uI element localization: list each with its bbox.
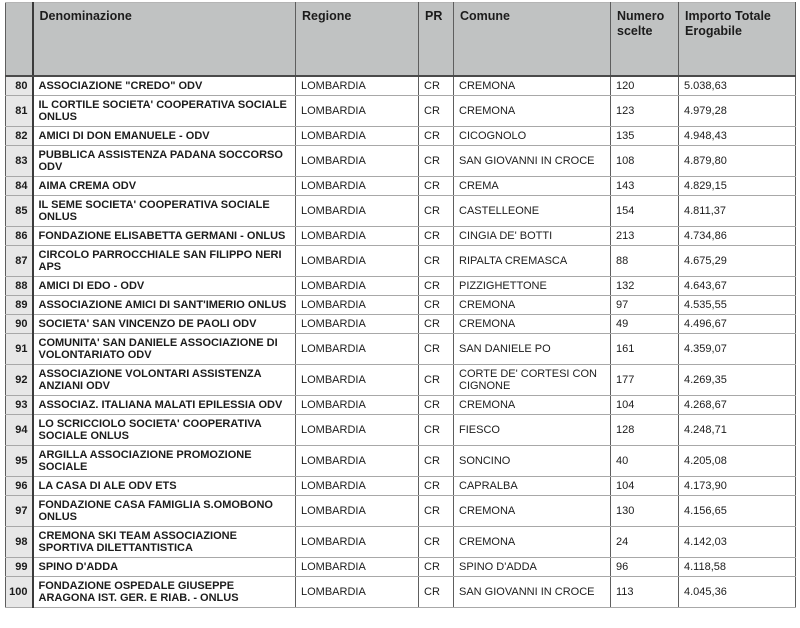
cell-comune: CREMONA xyxy=(454,296,611,315)
table-row xyxy=(6,527,796,558)
beneficiaries-table xyxy=(5,2,796,608)
cell-denominazione: ASSOCIAZIONE AMICI DI SANT'IMERIO ONLUS xyxy=(33,296,296,315)
cell-numero: 132 xyxy=(611,277,679,296)
cell-denominazione: IL SEME SOCIETA' COOPERATIVA SOCIALE ONLUS xyxy=(33,196,296,227)
cell-numero: 154 xyxy=(611,196,679,227)
cell-comune: CREMONA xyxy=(454,496,611,527)
cell-regione: LOMBARDIA xyxy=(296,196,419,227)
cell-numero: 88 xyxy=(611,246,679,277)
table-row xyxy=(6,246,796,277)
cell-regione: LOMBARDIA xyxy=(296,96,419,127)
cell-rank: 87 xyxy=(6,246,33,277)
cell-importo: 4.156,65 xyxy=(679,496,796,527)
cell-rank: 91 xyxy=(6,334,33,365)
cell-rank: 95 xyxy=(6,446,33,477)
cell-comune: CAPRALBA xyxy=(454,477,611,496)
cell-rank: 89 xyxy=(6,296,33,315)
cell-denominazione: FONDAZIONE CASA FAMIGLIA S.OMOBONO ONLUS xyxy=(33,496,296,527)
cell-comune: CREMONA xyxy=(454,396,611,415)
cell-importo: 4.535,55 xyxy=(679,296,796,315)
cell-pr: CR xyxy=(419,127,454,146)
cell-pr: CR xyxy=(419,227,454,246)
table-row xyxy=(6,577,796,608)
cell-pr: CR xyxy=(419,96,454,127)
cell-rank: 80 xyxy=(6,76,33,96)
cell-numero: 96 xyxy=(611,558,679,577)
cell-denominazione: ASSOCIAZ. ITALIANA MALATI EPILESSIA ODV xyxy=(33,396,296,415)
table-body xyxy=(6,76,796,608)
table-row xyxy=(6,146,796,177)
cell-denominazione: FONDAZIONE ELISABETTA GERMANI - ONLUS xyxy=(33,227,296,246)
cell-comune: FIESCO xyxy=(454,415,611,446)
cell-numero: 213 xyxy=(611,227,679,246)
cell-denominazione: LA CASA DI ALE ODV ETS xyxy=(33,477,296,496)
table-row xyxy=(6,496,796,527)
cell-denominazione: CREMONA SKI TEAM ASSOCIAZIONE SPORTIVA DILETTANTISTICA xyxy=(33,527,296,558)
cell-pr: CR xyxy=(419,296,454,315)
cell-regione: LOMBARDIA xyxy=(296,227,419,246)
table-row xyxy=(6,96,796,127)
cell-regione: LOMBARDIA xyxy=(296,277,419,296)
cell-importo: 4.496,67 xyxy=(679,315,796,334)
cell-denominazione: AIMA CREMA ODV xyxy=(33,177,296,196)
cell-pr: CR xyxy=(419,365,454,396)
cell-numero: 123 xyxy=(611,96,679,127)
cell-pr: CR xyxy=(419,396,454,415)
cell-pr: CR xyxy=(419,415,454,446)
cell-denominazione: SOCIETA' SAN VINCENZO DE PAOLI ODV xyxy=(33,315,296,334)
cell-importo: 4.734,86 xyxy=(679,227,796,246)
cell-regione: LOMBARDIA xyxy=(296,577,419,608)
header-denominazione: Denominazione xyxy=(33,3,296,77)
table-row xyxy=(6,477,796,496)
cell-importo: 4.359,07 xyxy=(679,334,796,365)
cell-regione: LOMBARDIA xyxy=(296,177,419,196)
table-row xyxy=(6,76,796,96)
cell-regione: LOMBARDIA xyxy=(296,334,419,365)
cell-comune: CICOGNOLO xyxy=(454,127,611,146)
cell-comune: CREMONA xyxy=(454,76,611,96)
cell-importo: 4.643,67 xyxy=(679,277,796,296)
cell-denominazione: SPINO D'ADDA xyxy=(33,558,296,577)
cell-regione: LOMBARDIA xyxy=(296,477,419,496)
table-row xyxy=(6,315,796,334)
cell-regione: LOMBARDIA xyxy=(296,396,419,415)
cell-regione: LOMBARDIA xyxy=(296,296,419,315)
cell-importo: 4.269,35 xyxy=(679,365,796,396)
table-row xyxy=(6,177,796,196)
cell-comune: RIPALTA CREMASCA xyxy=(454,246,611,277)
cell-pr: CR xyxy=(419,177,454,196)
cell-denominazione: AMICI DI DON EMANUELE - ODV xyxy=(33,127,296,146)
cell-rank: 88 xyxy=(6,277,33,296)
cell-importo: 4.879,80 xyxy=(679,146,796,177)
cell-pr: CR xyxy=(419,315,454,334)
header-rank xyxy=(6,3,33,77)
cell-importo: 4.948,43 xyxy=(679,127,796,146)
cell-importo: 4.045,36 xyxy=(679,577,796,608)
cell-comune: SAN GIOVANNI IN CROCE xyxy=(454,146,611,177)
cell-importo: 4.268,67 xyxy=(679,396,796,415)
cell-denominazione: FONDAZIONE OSPEDALE GIUSEPPE ARAGONA IST. GER. E RIAB. - ONLUS xyxy=(33,577,296,608)
cell-rank: 85 xyxy=(6,196,33,227)
table-row xyxy=(6,396,796,415)
table-row xyxy=(6,227,796,246)
cell-regione: LOMBARDIA xyxy=(296,527,419,558)
cell-importo: 4.248,71 xyxy=(679,415,796,446)
cell-regione: LOMBARDIA xyxy=(296,496,419,527)
cell-numero: 40 xyxy=(611,446,679,477)
table-row xyxy=(6,365,796,396)
cell-comune: SONCINO xyxy=(454,446,611,477)
cell-regione: LOMBARDIA xyxy=(296,246,419,277)
cell-importo: 4.205,08 xyxy=(679,446,796,477)
cell-pr: CR xyxy=(419,577,454,608)
cell-denominazione: PUBBLICA ASSISTENZA PADANA SOCCORSO ODV xyxy=(33,146,296,177)
cell-comune: CORTE DE' CORTESI CON CIGNONE xyxy=(454,365,611,396)
table-row xyxy=(6,446,796,477)
cell-importo: 4.811,37 xyxy=(679,196,796,227)
cell-numero: 161 xyxy=(611,334,679,365)
cell-rank: 90 xyxy=(6,315,33,334)
cell-denominazione: COMUNITA' SAN DANIELE ASSOCIAZIONE DI VOLONTARIATO ODV xyxy=(33,334,296,365)
cell-rank: 81 xyxy=(6,96,33,127)
cell-regione: LOMBARDIA xyxy=(296,415,419,446)
cell-numero: 108 xyxy=(611,146,679,177)
cell-regione: LOMBARDIA xyxy=(296,315,419,334)
header-comune: Comune xyxy=(454,3,611,77)
cell-pr: CR xyxy=(419,76,454,96)
cell-numero: 104 xyxy=(611,396,679,415)
cell-numero: 177 xyxy=(611,365,679,396)
cell-regione: LOMBARDIA xyxy=(296,146,419,177)
cell-pr: CR xyxy=(419,246,454,277)
cell-regione: LOMBARDIA xyxy=(296,365,419,396)
cell-denominazione: ARGILLA ASSOCIAZIONE PROMOZIONE SOCIALE xyxy=(33,446,296,477)
cell-rank: 100 xyxy=(6,577,33,608)
cell-denominazione: IL CORTILE SOCIETA' COOPERATIVA SOCIALE ONLUS xyxy=(33,96,296,127)
cell-numero: 128 xyxy=(611,415,679,446)
cell-numero: 120 xyxy=(611,76,679,96)
cell-rank: 94 xyxy=(6,415,33,446)
cell-denominazione: LO SCRICCIOLO SOCIETA' COOPERATIVA SOCIALE ONLUS xyxy=(33,415,296,446)
cell-regione: LOMBARDIA xyxy=(296,446,419,477)
cell-numero: 97 xyxy=(611,296,679,315)
cell-importo: 4.173,90 xyxy=(679,477,796,496)
cell-importo: 5.038,63 xyxy=(679,76,796,96)
cell-rank: 82 xyxy=(6,127,33,146)
cell-pr: CR xyxy=(419,196,454,227)
cell-denominazione: ASSOCIAZIONE "CREDO" ODV xyxy=(33,76,296,96)
cell-denominazione: CIRCOLO PARROCCHIALE SAN FILIPPO NERI APS xyxy=(33,246,296,277)
cell-rank: 83 xyxy=(6,146,33,177)
table-row xyxy=(6,334,796,365)
cell-rank: 97 xyxy=(6,496,33,527)
cell-pr: CR xyxy=(419,277,454,296)
cell-comune: PIZZIGHETTONE xyxy=(454,277,611,296)
cell-importo: 4.142,03 xyxy=(679,527,796,558)
cell-pr: CR xyxy=(419,334,454,365)
cell-numero: 104 xyxy=(611,477,679,496)
cell-rank: 99 xyxy=(6,558,33,577)
header-numero-scelte: Numero scelte xyxy=(611,3,679,77)
cell-pr: CR xyxy=(419,146,454,177)
cell-numero: 130 xyxy=(611,496,679,527)
cell-rank: 93 xyxy=(6,396,33,415)
cell-comune: SPINO D'ADDA xyxy=(454,558,611,577)
cell-rank: 84 xyxy=(6,177,33,196)
cell-pr: CR xyxy=(419,477,454,496)
cell-numero: 49 xyxy=(611,315,679,334)
cell-numero: 113 xyxy=(611,577,679,608)
cell-importo: 4.118,58 xyxy=(679,558,796,577)
cell-comune: SAN GIOVANNI IN CROCE xyxy=(454,577,611,608)
table-row xyxy=(6,127,796,146)
cell-numero: 135 xyxy=(611,127,679,146)
cell-comune: CINGIA DE' BOTTI xyxy=(454,227,611,246)
cell-numero: 24 xyxy=(611,527,679,558)
cell-rank: 92 xyxy=(6,365,33,396)
cell-denominazione: ASSOCIAZIONE VOLONTARI ASSISTENZA ANZIANI ODV xyxy=(33,365,296,396)
cell-pr: CR xyxy=(419,527,454,558)
table-row xyxy=(6,196,796,227)
cell-rank: 86 xyxy=(6,227,33,246)
cell-importo: 4.675,29 xyxy=(679,246,796,277)
cell-rank: 98 xyxy=(6,527,33,558)
header-importo-totale-erogabile: Importo Totale Erogabile xyxy=(679,3,796,77)
cell-denominazione: AMICI DI EDO - ODV xyxy=(33,277,296,296)
cell-pr: CR xyxy=(419,496,454,527)
cell-importo: 4.979,28 xyxy=(679,96,796,127)
cell-comune: CREMONA xyxy=(454,527,611,558)
cell-comune: CASTELLEONE xyxy=(454,196,611,227)
table-row xyxy=(6,277,796,296)
header-regione: Regione xyxy=(296,3,419,77)
cell-regione: LOMBARDIA xyxy=(296,558,419,577)
cell-comune: CREMONA xyxy=(454,96,611,127)
cell-pr: CR xyxy=(419,446,454,477)
cell-comune: CREMONA xyxy=(454,315,611,334)
cell-comune: SAN DANIELE PO xyxy=(454,334,611,365)
table-row xyxy=(6,296,796,315)
cell-regione: LOMBARDIA xyxy=(296,127,419,146)
cell-pr: CR xyxy=(419,558,454,577)
cell-regione: LOMBARDIA xyxy=(296,76,419,96)
cell-numero: 143 xyxy=(611,177,679,196)
cell-comune: CREMA xyxy=(454,177,611,196)
header-row xyxy=(6,3,796,77)
table-row xyxy=(6,558,796,577)
cell-importo: 4.829,15 xyxy=(679,177,796,196)
table-row xyxy=(6,415,796,446)
cell-rank: 96 xyxy=(6,477,33,496)
header-pr: PR xyxy=(419,3,454,77)
